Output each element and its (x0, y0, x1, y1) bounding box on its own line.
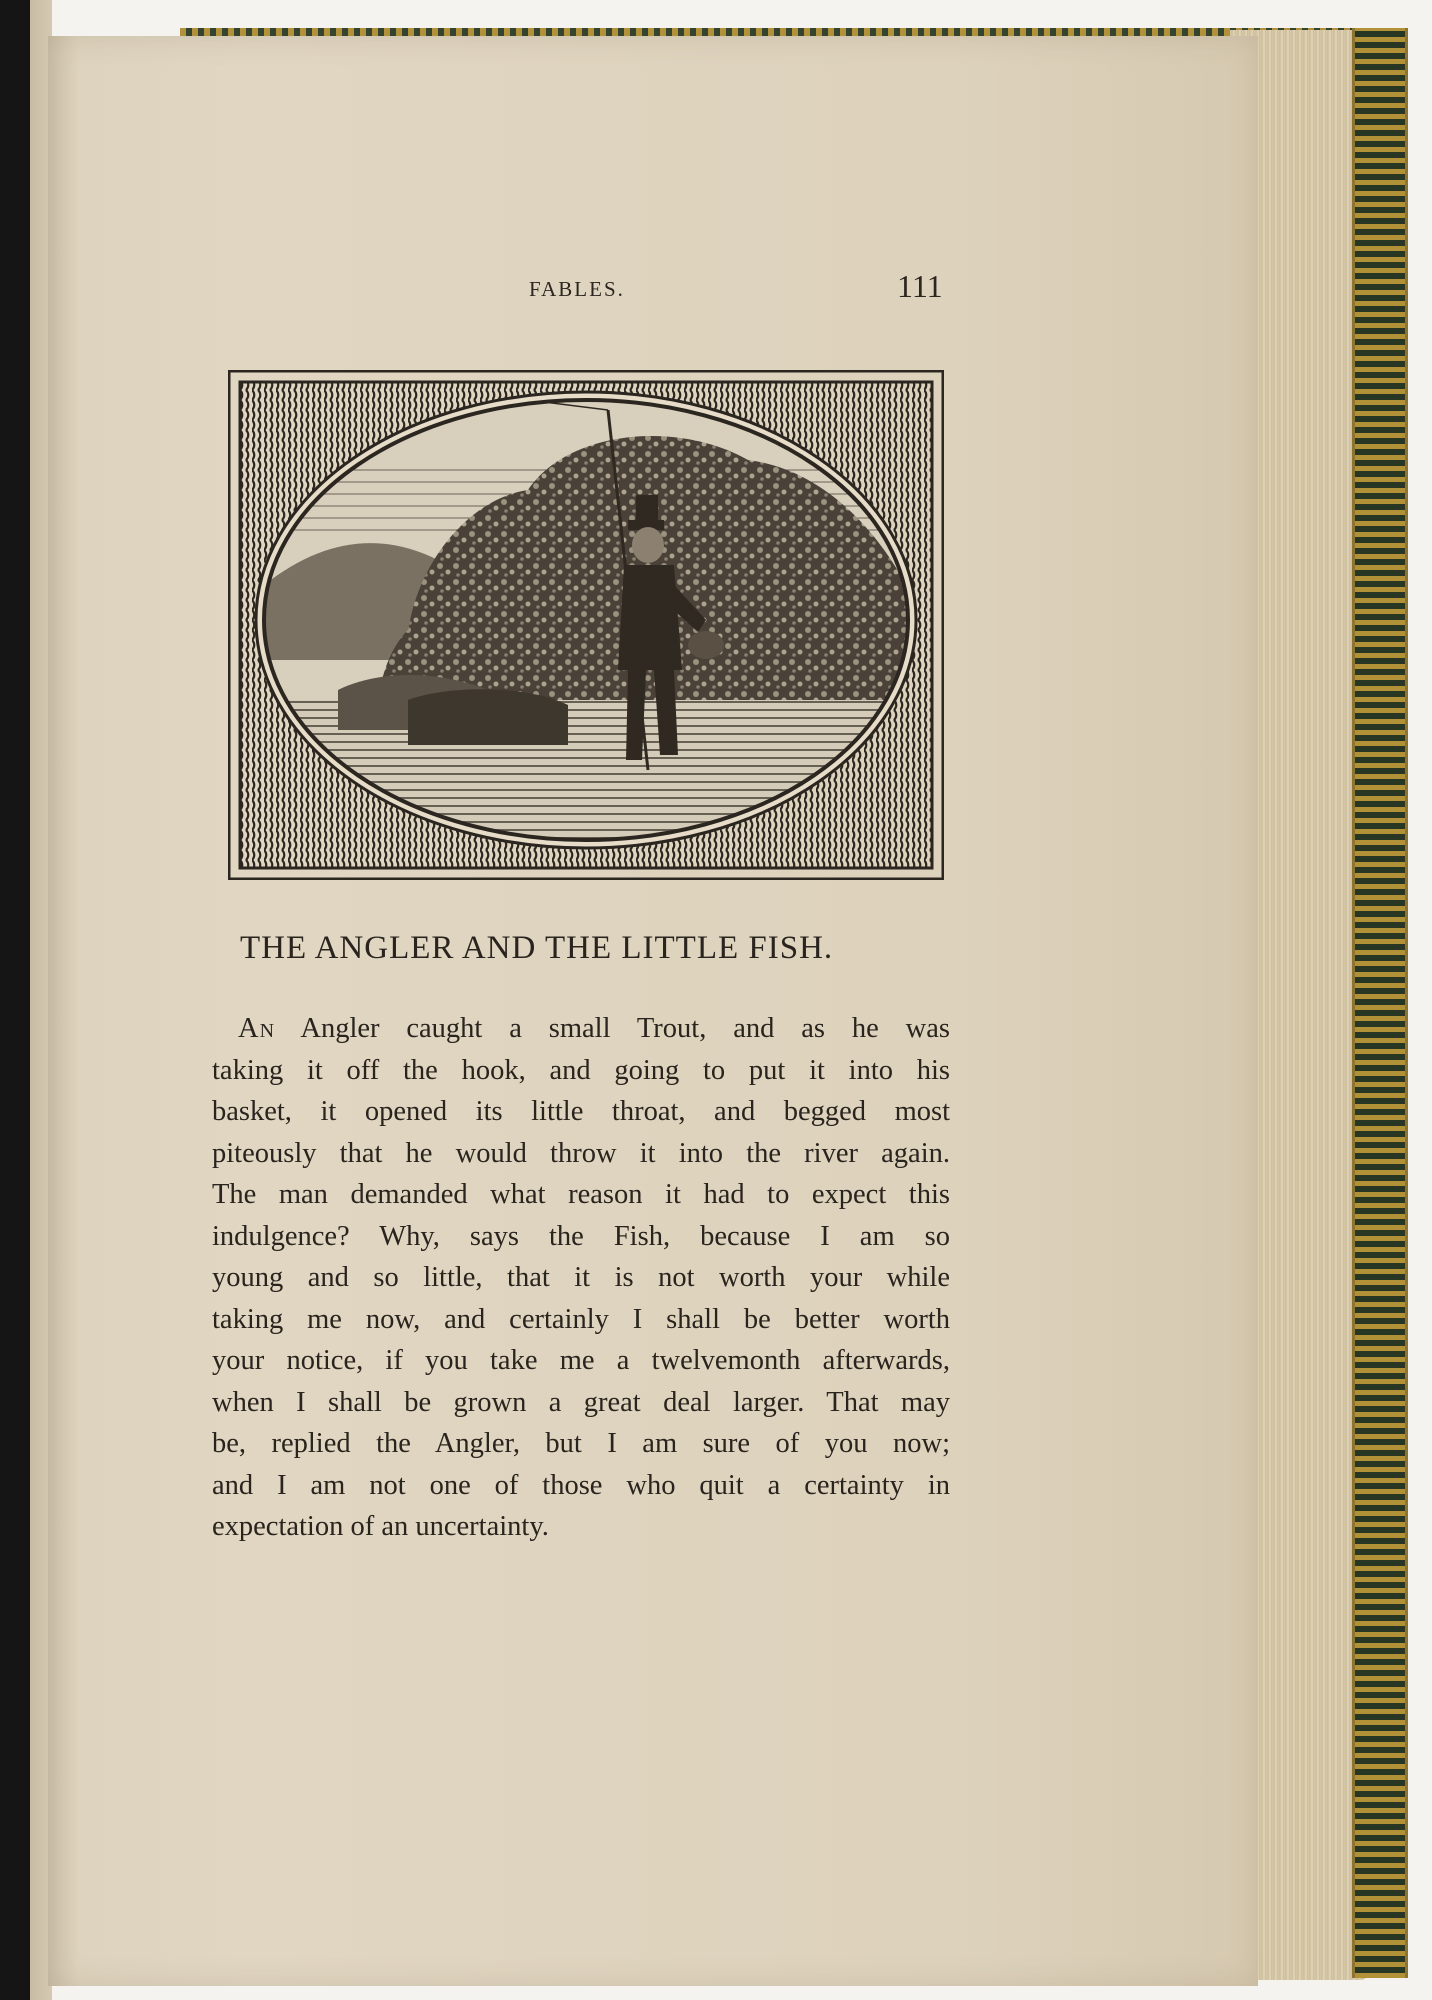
body-line-12: and I am not one of those who quit a certainty in (212, 1469, 950, 1501)
running-head: FABLES. (529, 277, 625, 301)
body-line-10: when I shall be grown a great deal larger. That may (212, 1386, 950, 1418)
fable-title: THE ANGLER AND THE LITTLE FISH. (240, 930, 834, 966)
body-line-9: your notice, if you take me a twelvemonth afterwards, (212, 1345, 950, 1376)
body-line-2: taking it off the hook, and going to put it into his (212, 1054, 950, 1086)
binding-strip (0, 0, 30, 2000)
angler-engraving-illustration (228, 370, 944, 880)
body-line-7: young and so little, that it is not worth your while (212, 1262, 950, 1293)
body-line-3: basket, it opened its little throat, and begged most (212, 1096, 950, 1127)
drop-word: An (238, 1013, 276, 1044)
body-line-11: be, replied the Angler, but I am sure of you now; (212, 1428, 950, 1459)
body-line-6: indulgence? Why, says the Fish, because I am so (212, 1220, 950, 1252)
gilt-board-edge (1352, 28, 1408, 1978)
body-line-8: taking me now, and certainly I shall be better worth (212, 1303, 950, 1335)
body-line-4: piteously that he would throw it into the river again. (212, 1137, 950, 1169)
page-number: 111 (897, 268, 943, 304)
body-line-1: An Angler caught a small Trout, and as he was (238, 1013, 950, 1044)
body-line-13: expectation of an uncertainty. (212, 1511, 549, 1542)
body-line-5: The man demanded what reason it had to expect this (212, 1179, 950, 1210)
fable-body (212, 1008, 950, 1548)
